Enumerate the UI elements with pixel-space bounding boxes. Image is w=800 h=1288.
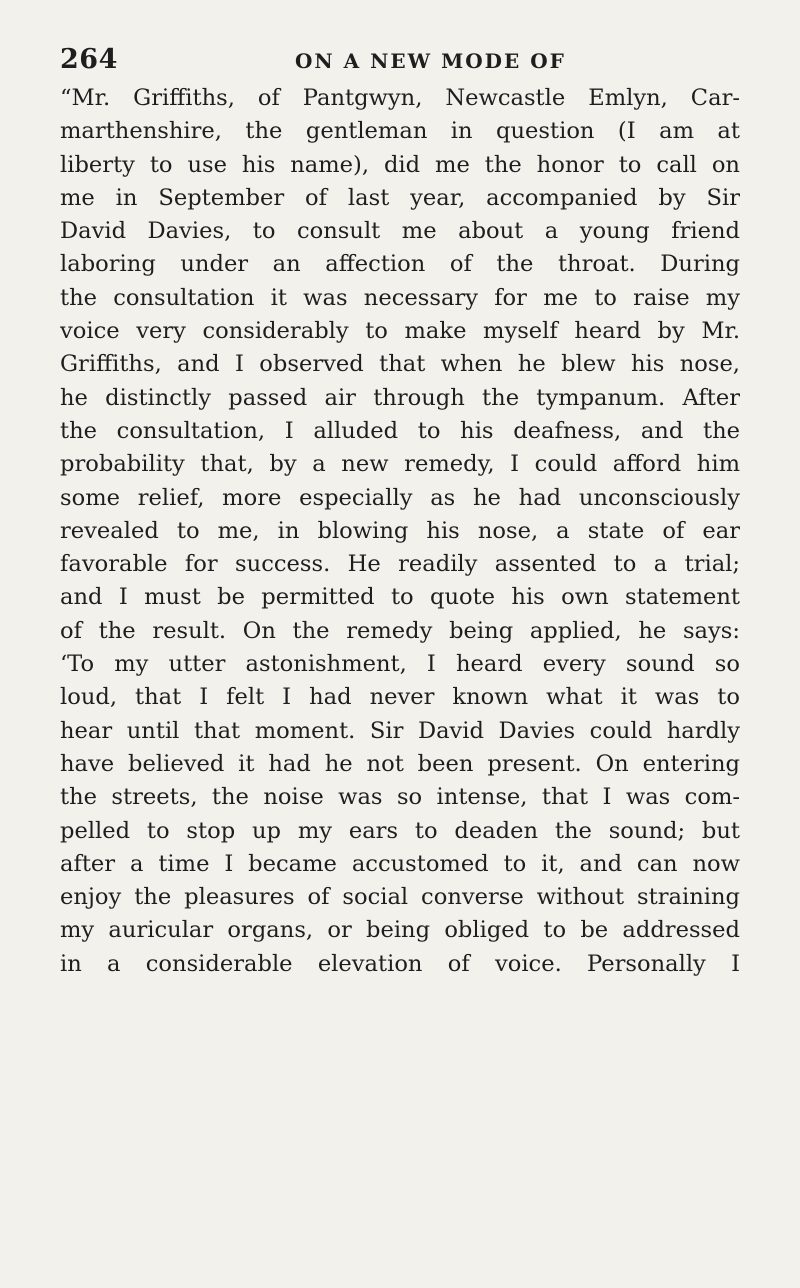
text-line: liberty to use his name), did me the honor to call on: [60, 151, 740, 178]
text-line: some relief, more especially as he had unconsciously: [60, 484, 740, 511]
text-line: and I must be permitted to quote his own statement: [60, 584, 740, 611]
text-line: my auricular organs, or being obliged to be addressed: [60, 917, 740, 944]
running-title: ON A NEW MODE OF: [295, 49, 566, 73]
text-line: pelled to stop up my ears to deaden the sound; but: [60, 817, 740, 844]
text-line: the streets, the noise was so intense, that I was com-: [60, 784, 740, 811]
text-line: ‘To my utter astonishment, I heard every sound so: [60, 651, 740, 678]
text-line: hear until that moment. Sir David Davies could hardly: [60, 717, 740, 744]
text-line: revealed to me, in blowing his nose, a state of ear: [60, 517, 740, 544]
body-paragraph: [60, 82, 740, 981]
page-header: [60, 44, 740, 78]
text-line: loud, that I felt I had never known what it was to: [60, 684, 740, 711]
text-line: Griffiths, and I observed that when he blew his nose,: [60, 351, 740, 378]
text-line: he distinctly passed air through the tympanum. After: [60, 384, 740, 411]
text-line: me in September of last year, accompanied by Sir: [60, 184, 740, 211]
text-line: favorable for success. He readily assented to a trial;: [60, 551, 740, 578]
text-line: in a considerable elevation of voice. Personally I: [60, 950, 740, 977]
text-line: David Davies, to consult me about a young friend: [60, 218, 740, 245]
text-line: have believed it had he not been present. On entering: [60, 750, 740, 777]
text-line: the consultation it was necessary for me to raise my: [60, 284, 740, 311]
text-line: after a time I became accustomed to it, and can now: [60, 850, 740, 877]
text-line: enjoy the pleasures of social converse without straining: [60, 884, 740, 911]
text-line: marthenshire, the gentleman in question (I am at: [60, 118, 740, 145]
text-line: of the result. On the remedy being applied, he says:: [60, 617, 740, 644]
text-line: the consultation, I alluded to his deafness, and the: [60, 417, 740, 444]
text-line: “Mr. Griffiths, of Pantgwyn, Newcastle Emlyn, Car-: [60, 85, 740, 111]
text-line: probability that, by a new remedy, I could afford him: [60, 451, 740, 478]
text-line: voice very considerably to make myself heard by Mr.: [60, 318, 740, 345]
page-number: 264: [60, 44, 118, 75]
text-line: laboring under an affection of the throat. During: [60, 251, 740, 278]
